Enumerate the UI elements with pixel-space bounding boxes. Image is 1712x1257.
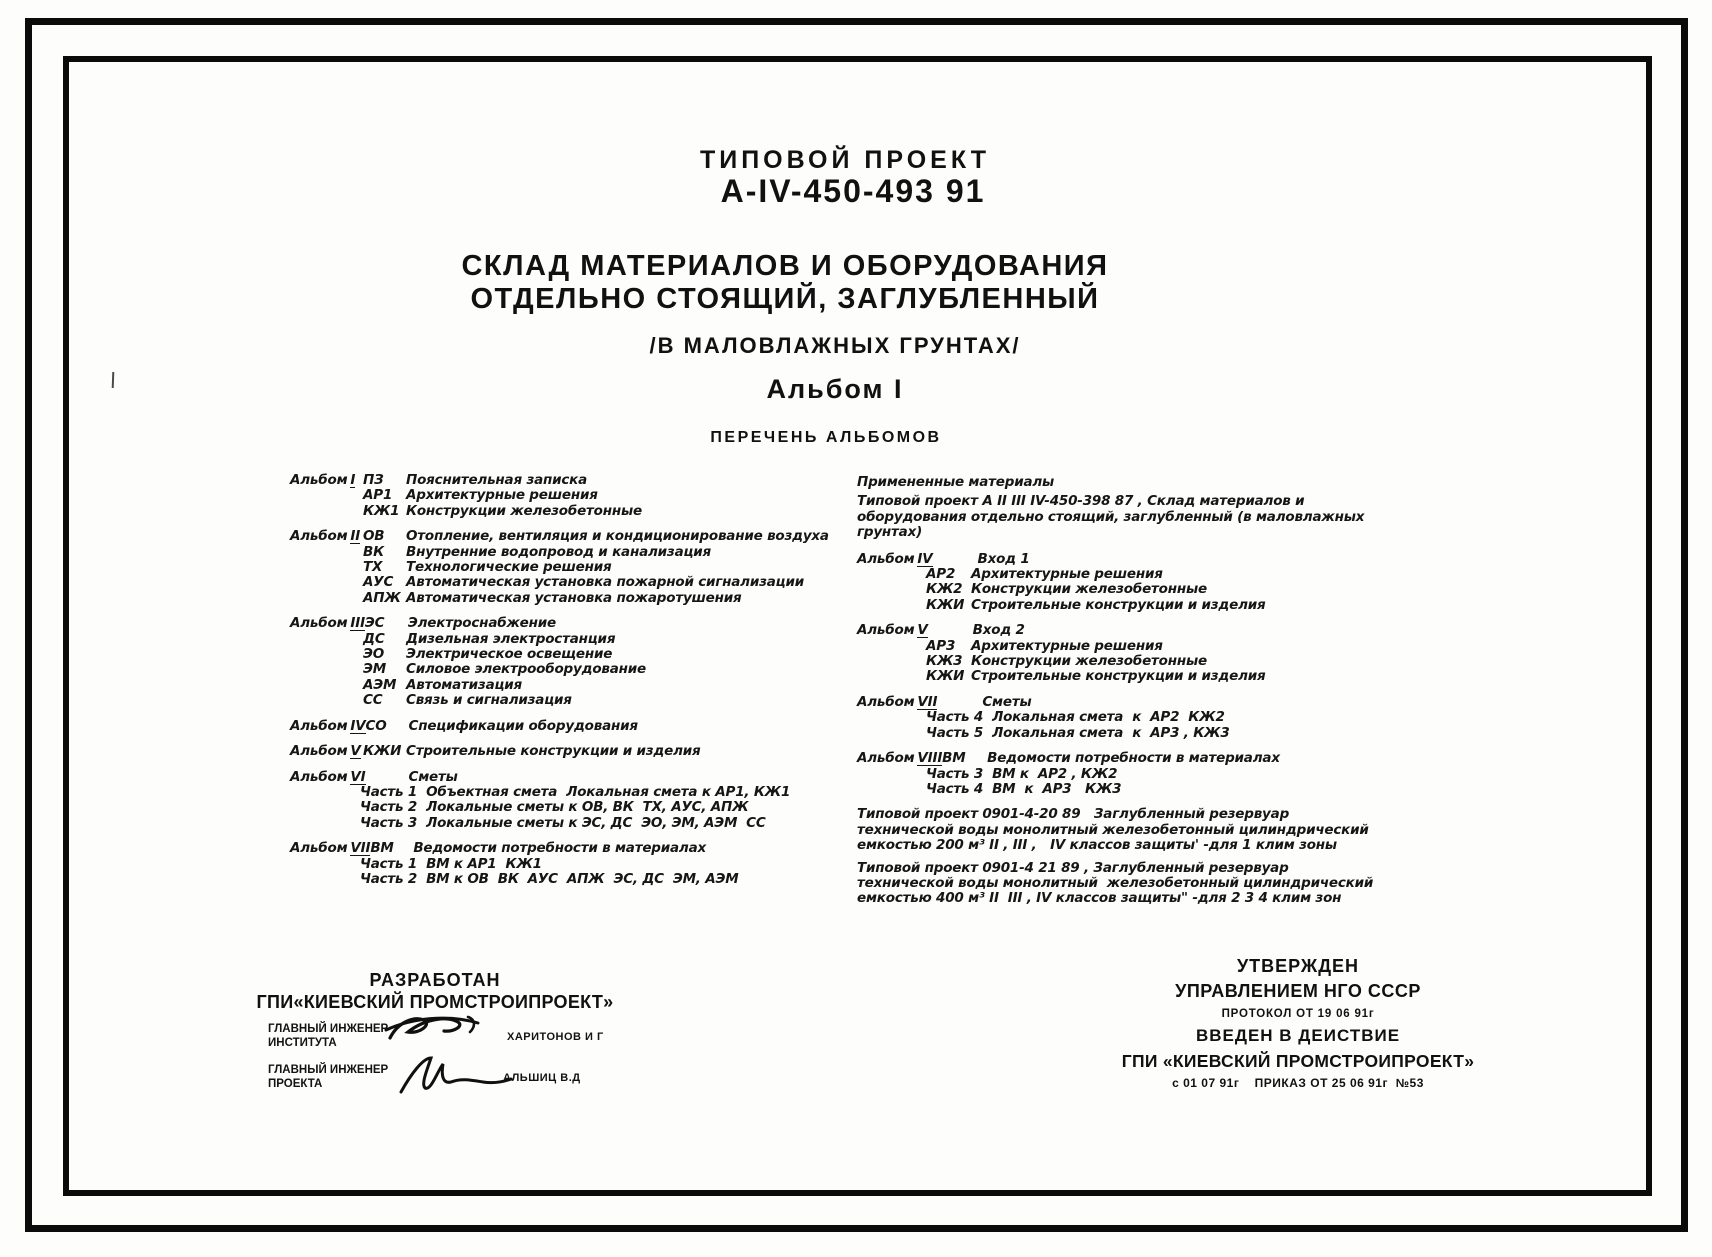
album-item bbox=[290, 662, 795, 677]
paragraph-line: оборудования отдельно стоящий, заглубленный (в маловлажных bbox=[857, 508, 1365, 525]
album-group-5 bbox=[290, 744, 795, 759]
album-group-3 bbox=[290, 616, 795, 708]
signer-role-project bbox=[268, 1063, 388, 1091]
album-label bbox=[857, 695, 937, 710]
signature-alshits bbox=[393, 1050, 515, 1096]
album-item bbox=[857, 669, 1377, 684]
album-item bbox=[857, 639, 1377, 654]
album-part: Часть 5 Локальная смета к АР3 , КЖ3 bbox=[926, 724, 1230, 741]
main-title-line2: ОТДЕЛЬНО СТОЯЩИЙ, ЗАГЛУБЛЕННЫЙ bbox=[470, 283, 1100, 315]
item-desc: Внутренние водопровод и канализация bbox=[406, 543, 712, 560]
effective-from: с 01 07 91г bbox=[1172, 1076, 1240, 1090]
album-item bbox=[290, 504, 795, 519]
album-title-text: Пояснительная записка bbox=[406, 472, 588, 488]
album-label bbox=[290, 719, 366, 734]
album-label bbox=[857, 623, 928, 638]
item-desc: Конструкции железобетонные bbox=[971, 581, 1207, 598]
approved-heading: УТВЕРЖДЕН bbox=[1236, 956, 1360, 976]
reservoir-400-paragraph bbox=[857, 861, 1377, 907]
paragraph-line: Типовой проект 0901-4-20 89 Заглубленный резервуар bbox=[857, 806, 1290, 823]
signature-kharitonov bbox=[382, 1010, 484, 1048]
approved-authority: УПРАВЛЕНИЕМ НГО СССР bbox=[1175, 981, 1421, 1001]
album-group-1 bbox=[290, 473, 795, 519]
item-code: КЖ2 bbox=[926, 581, 963, 598]
item-desc: Строительные конструкции и изделия bbox=[971, 668, 1266, 685]
approval-order: ПРИКАЗ ОТ 25 06 91г №53 bbox=[1254, 1076, 1424, 1090]
albums-list-heading: ПЕРЕЧЕНЬ АЛЬБОМОВ bbox=[710, 429, 942, 446]
album-item bbox=[857, 567, 1377, 582]
applied-materials-heading: Примененные материалы bbox=[857, 474, 1055, 490]
reference-project-paragraph bbox=[857, 494, 1377, 540]
album-numeral: V bbox=[917, 622, 928, 639]
album-item bbox=[290, 647, 795, 662]
role-line2: ИНСТИТУТА bbox=[268, 1037, 337, 1049]
album-row bbox=[857, 751, 1377, 766]
album-word: Альбом bbox=[857, 550, 915, 567]
album-group-vii-right bbox=[857, 695, 1377, 741]
signer-name-alshits: АЛЬШИЦ В.Д bbox=[503, 1072, 581, 1084]
album-title-text: Вход 2 bbox=[972, 622, 1025, 639]
paragraph-line: емкостью 200 м³ II , III , IV классов защиты' -для 1 клим зоны bbox=[857, 837, 1337, 854]
item-desc: Архитектурные решения bbox=[971, 566, 1163, 583]
item-code: ЭО bbox=[363, 646, 384, 663]
album-code: КЖИ bbox=[363, 743, 402, 760]
subtitle: /В МАЛОВЛАЖНЫХ ГРУНТАХ/ bbox=[649, 333, 1021, 358]
effective-heading: ВВЕДЕН В ДЕИСТВИЕ bbox=[1195, 1026, 1401, 1045]
album-title: Альбом I bbox=[766, 374, 904, 404]
item-desc: Архитектурные решения bbox=[971, 637, 1163, 654]
approved-protocol: ПРОТОКОЛ ОТ 19 06 91г bbox=[1221, 1008, 1375, 1020]
album-row bbox=[290, 719, 795, 734]
album-numeral: VII bbox=[917, 693, 938, 710]
album-code: СО bbox=[365, 717, 387, 734]
paragraph-line: емкостью 400 м³ II III , IV классов защиты" -для 2 3 4 клим зон bbox=[857, 890, 1342, 907]
doc-type: ТИПОВОЙ ПРОЕКТ bbox=[699, 146, 991, 174]
albums-column-left bbox=[290, 472, 829, 897]
role-line1: ГЛАВНЫЙ ИНЖЕНЕР bbox=[268, 1023, 389, 1035]
item-desc: Электрическое освещение bbox=[406, 646, 613, 663]
album-title-text: Ведомости потребности в материалах bbox=[413, 840, 707, 857]
album-numeral: IV bbox=[917, 550, 933, 567]
album-word: Альбом bbox=[290, 743, 348, 760]
album-word: Альбом bbox=[857, 750, 915, 767]
album-label bbox=[290, 616, 365, 631]
paragraph-line: Типовой проект А II III IV-450-398 87 , Склад материалов и bbox=[857, 493, 1305, 510]
album-label bbox=[290, 529, 363, 544]
paragraph-line: технической воды монолитный железобетонный цилиндрический bbox=[857, 874, 1374, 891]
developed-heading: РАЗРАБОТАН bbox=[369, 970, 501, 990]
paragraph-line: технической воды монолитный железобетонный цилиндрический bbox=[857, 821, 1369, 838]
item-code: АУС bbox=[363, 574, 394, 591]
album-item bbox=[290, 632, 795, 647]
album-row bbox=[290, 616, 795, 631]
item-desc: Архитектурные решения bbox=[406, 487, 598, 504]
album-title-text: Электроснабжение bbox=[407, 615, 556, 632]
album-row bbox=[857, 552, 1377, 567]
album-title-text: Вход 1 bbox=[977, 550, 1030, 567]
item-desc: Технологические решения bbox=[406, 559, 612, 576]
item-desc: Автоматизация bbox=[406, 676, 523, 693]
developed-org: ГПИ«КИЕВСКИЙ ПРОМСТРОИПРОЕКТ» bbox=[256, 992, 614, 1012]
item-desc: Конструкции железобетонные bbox=[406, 502, 642, 519]
project-number: А-IV-450-493 91 bbox=[720, 173, 986, 209]
album-row bbox=[290, 841, 795, 856]
album-item bbox=[857, 598, 1377, 613]
album-part: Часть 4 Локальная смета к АР2 КЖ2 bbox=[926, 709, 1225, 726]
item-code: АР2 bbox=[926, 566, 956, 583]
role-line1: ГЛАВНЫЙ ИНЖЕНЕР bbox=[268, 1064, 389, 1076]
item-code: АР3 bbox=[926, 637, 956, 654]
item-desc: Связь и сигнализация bbox=[406, 692, 572, 709]
album-row bbox=[290, 528, 829, 545]
album-word: Альбом bbox=[857, 693, 915, 710]
album-word: Альбом bbox=[290, 768, 348, 785]
album-label bbox=[290, 744, 363, 759]
signer-role-institute bbox=[268, 1022, 388, 1050]
approved-org: ГПИ «КИЕВСКИЙ ПРОМСТРОИПРОЕКТ» bbox=[1121, 1051, 1475, 1071]
album-title-text: Спецификации оборудования bbox=[408, 717, 638, 734]
album-label bbox=[290, 473, 363, 488]
item-code: КЖ3 bbox=[926, 653, 963, 670]
album-numeral: V bbox=[350, 743, 361, 760]
album-part: Часть 2 Локальные сметы к ОВ, ВК ТХ, АУС, АПЖ bbox=[360, 799, 749, 816]
album-word: Альбом bbox=[290, 840, 348, 857]
approval-order-line bbox=[1078, 1076, 1518, 1090]
album-title-text: Сметы bbox=[408, 768, 458, 785]
album-group-iv-right bbox=[857, 552, 1377, 614]
album-item bbox=[290, 545, 795, 560]
album-title-text: Отопление, вентиляция и кондиционирование воздуха bbox=[406, 528, 829, 545]
album-item bbox=[290, 591, 795, 606]
album-numeral: I bbox=[350, 472, 356, 488]
album-group-viii-right bbox=[857, 751, 1377, 797]
album-code: ЭС bbox=[364, 615, 385, 632]
paragraph-line: грунтах) bbox=[857, 524, 923, 541]
item-code: КЖ1 bbox=[363, 502, 400, 519]
album-label bbox=[290, 841, 370, 856]
album-row bbox=[857, 695, 1377, 710]
item-desc: Автоматическая установка пожарной сигнализации bbox=[406, 574, 804, 591]
album-group-7 bbox=[290, 841, 795, 887]
album-item bbox=[290, 693, 795, 708]
item-code: КЖИ bbox=[926, 596, 965, 613]
album-code bbox=[933, 552, 978, 567]
album-numeral: VI bbox=[350, 768, 366, 785]
item-desc: Дизельная электростанция bbox=[406, 630, 616, 647]
album-title-text: Строительные конструкции и изделия bbox=[406, 743, 701, 760]
album-item bbox=[290, 560, 795, 575]
album-numeral: II bbox=[350, 528, 361, 545]
main-title-line1: СКЛАД МАТЕРИАЛОВ И ОБОРУДОВАНИЯ bbox=[461, 250, 1109, 282]
item-desc: Автоматическая установка пожаротушения bbox=[406, 589, 742, 606]
album-row bbox=[290, 770, 795, 785]
album-title-text: Сметы bbox=[982, 693, 1032, 710]
order-spacer bbox=[1239, 1076, 1254, 1090]
item-code: ТХ bbox=[363, 559, 383, 576]
album-item bbox=[290, 574, 804, 591]
album-numeral: VII bbox=[350, 840, 371, 857]
album-part: Часть 1 Объектная смета Локальная смета к АР1, КЖ1 bbox=[360, 783, 791, 800]
album-code bbox=[937, 695, 982, 710]
album-word: Альбом bbox=[290, 472, 348, 488]
album-part: Часть 2 ВМ к ОВ ВК АУС АПЖ ЭС, ДС ЭМ, АЭМ bbox=[360, 870, 739, 887]
album-word: Альбом bbox=[857, 622, 915, 639]
album-code bbox=[366, 770, 409, 785]
role-line2: ПРОЕКТА bbox=[268, 1078, 323, 1090]
album-row bbox=[857, 623, 1377, 638]
album-part: Часть 4 ВМ к АР3 КЖ3 bbox=[926, 780, 1122, 797]
item-desc: Строительные конструкции и изделия bbox=[971, 596, 1266, 613]
item-code: КЖИ bbox=[926, 668, 965, 685]
item-code: АЭМ bbox=[363, 676, 397, 693]
album-row bbox=[290, 473, 795, 488]
album-word: Альбом bbox=[290, 528, 348, 545]
album-part: Часть 3 Локальные сметы к ЭС, ДС ЭО, ЭМ, АЭМ СС bbox=[360, 814, 766, 831]
album-code: ПЗ bbox=[363, 472, 384, 488]
album-part: Часть 3 ВМ к АР2 , КЖ2 bbox=[926, 765, 1118, 782]
album-item bbox=[290, 678, 795, 693]
album-numeral: III bbox=[350, 615, 365, 632]
album-row bbox=[290, 744, 795, 759]
item-code: СС bbox=[363, 692, 383, 709]
album-label bbox=[857, 751, 942, 766]
album-group-v-right bbox=[857, 623, 1377, 685]
item-code: АР1 bbox=[363, 487, 393, 504]
album-code: ВМ bbox=[370, 840, 394, 857]
album-word: Альбом bbox=[290, 717, 348, 734]
reservoir-200-paragraph bbox=[857, 807, 1377, 853]
album-label bbox=[857, 552, 933, 567]
item-code: АПЖ bbox=[363, 589, 401, 606]
album-item bbox=[290, 488, 795, 503]
album-code: ОВ bbox=[363, 528, 385, 545]
item-desc: Силовое электрооборудование bbox=[406, 661, 646, 678]
item-code: ДС bbox=[363, 630, 385, 647]
item-desc: Конструкции железобетонные bbox=[971, 653, 1207, 670]
album-item bbox=[857, 654, 1377, 669]
album-group-6 bbox=[290, 770, 795, 832]
album-numeral: VIII bbox=[917, 750, 943, 767]
album-numeral: IV bbox=[350, 717, 366, 734]
album-title-text: Ведомости потребности в материалах bbox=[987, 750, 1280, 767]
signer-name-kharitonov: ХАРИТОНОВ И Г bbox=[507, 1031, 604, 1043]
album-part: Часть 1 ВМ к АР1 КЖ1 bbox=[360, 855, 542, 872]
album-item bbox=[857, 582, 1377, 597]
album-code bbox=[928, 623, 973, 638]
album-word: Альбом bbox=[290, 615, 348, 632]
item-code: ЭМ bbox=[363, 661, 386, 678]
albums-column-right bbox=[857, 475, 1377, 918]
item-code: ВК bbox=[363, 543, 384, 560]
paragraph-line: Типовой проект 0901-4 21 89 , Заглубленный резервуар bbox=[857, 859, 1289, 876]
album-label bbox=[290, 770, 366, 785]
album-group-2 bbox=[290, 528, 829, 606]
album-code: ВМ bbox=[942, 750, 966, 767]
album-group-4 bbox=[290, 719, 795, 734]
